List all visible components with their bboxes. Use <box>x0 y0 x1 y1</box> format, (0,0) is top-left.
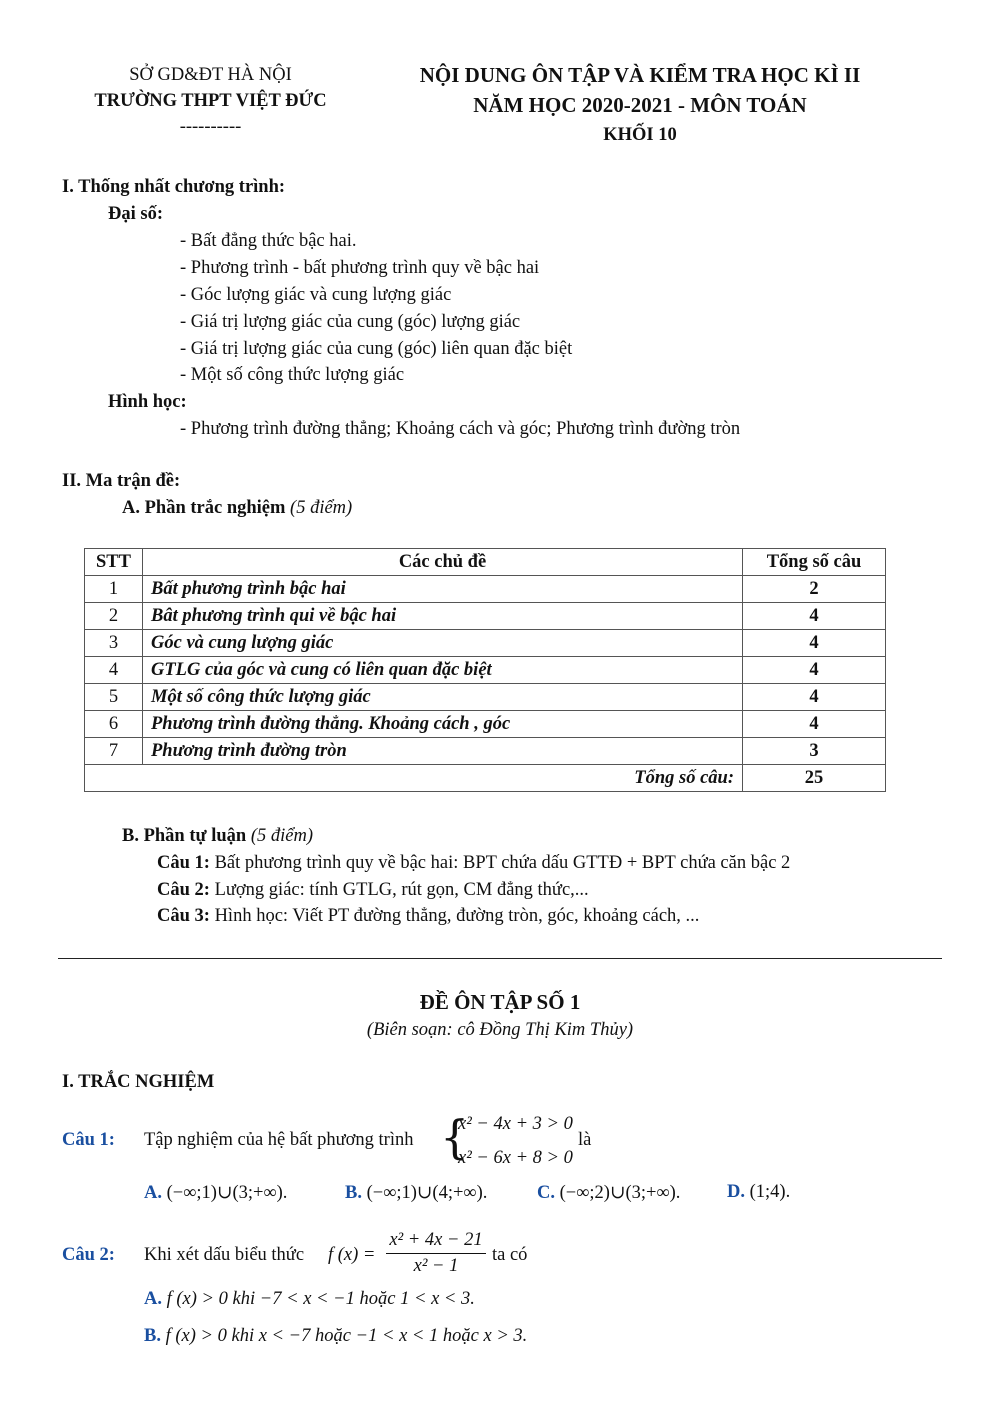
row-count: 4 <box>743 603 886 630</box>
row-topic: Phương trình đường thẳng. Khoảng cách , góc <box>143 711 743 738</box>
partB-label: B. Phần tự luận <box>122 826 247 846</box>
question-label: Câu 2: <box>62 1245 115 1265</box>
algebra-label: Đại số: <box>108 204 163 224</box>
exam-author: (Biên soạn: cô Đồng Thị Kim Thủy) <box>366 1020 634 1040</box>
partB-item-text: Bất phương trình quy về bậc hai: BPT chứa dấu GTTĐ + BPT chứa căn bậc 2 <box>209 853 791 873</box>
table-row <box>85 711 886 738</box>
table-row <box>85 684 886 711</box>
row-count: 4 <box>743 684 886 711</box>
option-letter: C. <box>537 1183 555 1203</box>
school-name: TRƯỜNG THPT VIỆT ĐỨC <box>94 91 327 111</box>
answer-option[interactable] <box>144 1289 475 1310</box>
algebra-item: - Phương trình - bất phương trình quy về bậc hai <box>180 258 540 278</box>
partA-points: (5 điểm) <box>290 498 353 518</box>
system-equation: x² − 4x + 3 > 0 <box>458 1114 573 1134</box>
question-text: Tập nghiệm của hệ bất phương trình <box>144 1130 414 1150</box>
option-text: f (x) > 0 khi x < −7 hoặc −1 < x < 1 hoặc x > 3. <box>165 1326 528 1346</box>
question-label: Câu 1: <box>62 1130 115 1150</box>
row-number: 1 <box>85 576 143 603</box>
table-row <box>85 576 886 603</box>
question-suffix: là <box>578 1130 592 1150</box>
partB-item <box>157 880 589 901</box>
row-count: 2 <box>743 576 886 603</box>
option-letter: A. <box>144 1289 162 1309</box>
doc-title: NỘI DUNG ÔN TẬP VÀ KIỂM TRA HỌC KÌ II <box>419 63 861 87</box>
section-divider <box>58 958 942 959</box>
fraction-bar <box>386 1253 486 1254</box>
partB-item <box>157 853 790 874</box>
column-header: STT <box>85 549 143 576</box>
part-heading: I. TRẮC NGHIỆM <box>62 1072 215 1092</box>
table-header-row <box>85 549 886 576</box>
partB-heading <box>122 826 313 847</box>
option-letter: A. <box>144 1183 162 1203</box>
system-brace: { <box>440 1110 470 1164</box>
total-value: 25 <box>743 765 886 792</box>
row-count: 3 <box>743 738 886 765</box>
partB-item-label: Câu 3: <box>157 906 210 926</box>
row-count: 4 <box>743 711 886 738</box>
grade-label: KHỐI 10 <box>603 125 677 145</box>
row-number: 5 <box>85 684 143 711</box>
section1-heading: I. Thống nhất chương trình: <box>62 177 286 197</box>
answer-option[interactable] <box>727 1182 790 1203</box>
header-left <box>88 62 333 140</box>
algebra-item: - Góc lượng giác và cung lượng giác <box>180 285 452 305</box>
row-topic: Phương trình đường tròn <box>143 738 743 765</box>
geometry-item: - Phương trình đường thẳng; Khoảng cách và góc; Phương trình đường tròn <box>180 419 741 439</box>
partB-points: (5 điểm) <box>250 826 313 846</box>
partB-item-text: Hình học: Viết PT đường thẳng, đường tròn, góc, khoảng cách, ... <box>209 906 700 926</box>
question-text: Khi xét dấu biểu thức <box>144 1245 305 1265</box>
table-row <box>85 657 886 684</box>
answer-option[interactable] <box>144 1326 527 1347</box>
option-text: (−∞;2)∪(3;+∞). <box>559 1183 681 1203</box>
row-topic: GTLG của góc và cung có liên quan đặc biệt <box>143 657 743 684</box>
geometry-label: Hình học: <box>108 392 187 412</box>
row-count: 4 <box>743 657 886 684</box>
option-letter: D. <box>727 1182 745 1202</box>
system-equation: x² − 6x + 8 > 0 <box>458 1148 573 1168</box>
option-letter: B. <box>144 1326 161 1346</box>
exam-title: ĐỀ ÔN TẬP SỐ 1 <box>419 990 581 1014</box>
table-row <box>85 603 886 630</box>
algebra-item: - Một số công thức lượng giác <box>180 365 405 385</box>
answer-option[interactable] <box>144 1182 287 1204</box>
option-text: f (x) > 0 khi −7 < x < −1 hoặc 1 < x < 3. <box>166 1289 475 1309</box>
row-topic: Góc và cung lượng giác <box>143 630 743 657</box>
row-topic: Một số công thức lượng giác <box>143 684 743 711</box>
partA-heading <box>122 498 352 519</box>
partB-item-label: Câu 1: <box>157 853 210 873</box>
row-topic: Bât phương trình qui về bậc hai <box>143 603 743 630</box>
matrix-table <box>84 548 886 792</box>
question-suffix: ta có <box>492 1245 528 1265</box>
total-label: Tổng số câu: <box>85 765 743 792</box>
fraction-denominator: x² − 1 <box>413 1256 459 1276</box>
function-name: f (x) = <box>328 1245 376 1265</box>
algebra-item: - Giá trị lượng giác của cung (góc) liên quan đặc biệt <box>180 339 573 359</box>
row-number: 7 <box>85 738 143 765</box>
row-number: 6 <box>85 711 143 738</box>
header-dashes: ---------- <box>179 117 242 137</box>
algebra-item: - Bất đẳng thức bậc hai. <box>180 231 357 251</box>
table-row <box>85 738 886 765</box>
partA-label: A. Phần trắc nghiệm <box>122 498 286 518</box>
row-count: 4 <box>743 630 886 657</box>
column-header: Tổng số câu <box>743 549 886 576</box>
doc-subtitle: NĂM HỌC 2020-2021 - MÔN TOÁN <box>473 93 807 117</box>
partB-item-label: Câu 2: <box>157 880 210 900</box>
algebra-item: - Giá trị lượng giác của cung (góc) lượng giác <box>180 312 521 332</box>
section2-heading: II. Ma trận đề: <box>62 471 181 491</box>
table-total-row <box>85 765 886 792</box>
fraction <box>386 1230 486 1277</box>
partB-item <box>157 906 699 927</box>
row-topic: Bất phương trình bậc hai <box>143 576 743 603</box>
row-number: 4 <box>85 657 143 684</box>
option-text: (1;4). <box>749 1182 791 1202</box>
row-number: 3 <box>85 630 143 657</box>
option-text: (−∞;1)∪(3;+∞). <box>166 1183 288 1203</box>
option-text: (−∞;1)∪(4;+∞). <box>366 1183 488 1203</box>
answer-option[interactable] <box>537 1182 680 1204</box>
column-header: Các chủ đề <box>143 549 743 576</box>
table-row <box>85 630 886 657</box>
partB-item-text: Lượng giác: tính GTLG, rút gọn, CM đẳng thức,... <box>209 880 589 900</box>
answer-option[interactable] <box>345 1182 487 1204</box>
fraction-numerator: x² + 4x − 21 <box>389 1230 483 1250</box>
header-right <box>355 60 925 150</box>
row-number: 2 <box>85 603 143 630</box>
department-name: SỞ GD&ĐT HÀ NỘI <box>129 65 292 85</box>
option-letter: B. <box>345 1183 362 1203</box>
